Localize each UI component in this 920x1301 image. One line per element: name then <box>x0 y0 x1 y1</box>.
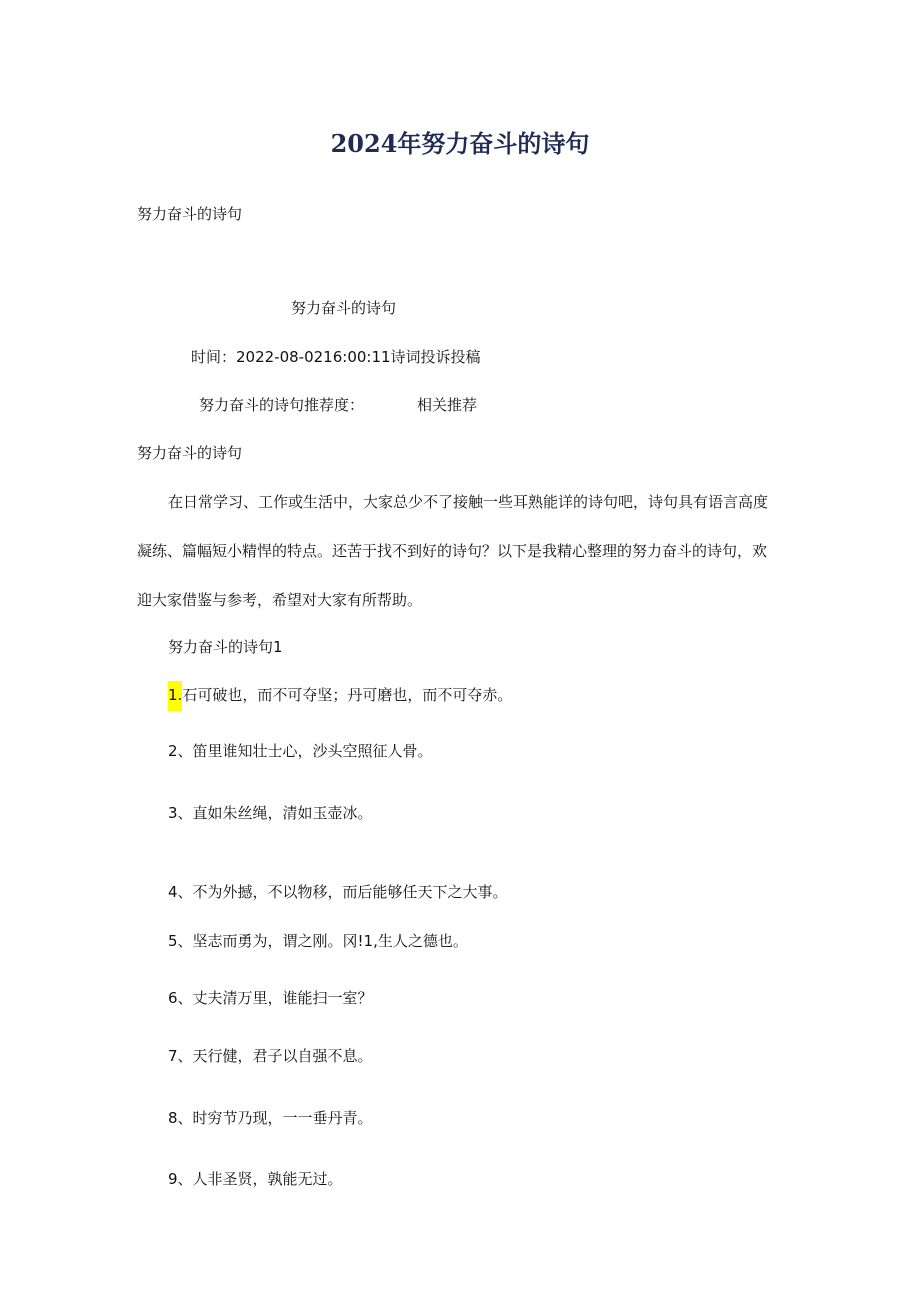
section-label: 努力奋斗的诗句 <box>137 444 243 462</box>
recommend-label: 努力奋斗的诗句推荐度： <box>199 396 365 414</box>
list-item: 3、直如朱丝绳，清如玉壶冰。 <box>168 804 373 822</box>
list-item: 9、人非圣贤，孰能无过。 <box>168 1170 343 1188</box>
intro-line-3: 迎大家借鉴与参考，希望对大家有所帮助。 <box>137 591 423 609</box>
intro-line-2: 凝练、篇幅短小精悍的特点。还苦于找不到好的诗句？以下是我精心整理的努力奋斗的诗句，欢 <box>137 542 768 560</box>
list-item: 8、时穷节乃现，一一垂丹青。 <box>168 1109 373 1127</box>
intro-line-1: 在日常学习、工作或生活中，大家总少不了接触一些耳熟能详的诗句吧，诗句具有语言高度 <box>168 493 769 511</box>
meta-line: 时间：2022-08-0216:00:11诗词投诉投稿 <box>191 348 481 366</box>
list-item: 6、丈夫清万里，谁能扫一室？ <box>168 989 373 1007</box>
highlight-marker: 1. <box>168 681 182 711</box>
list-item: 4、不为外撼，不以物移，而后能够任天下之大事。 <box>168 883 508 901</box>
list-item: 2、笛里谁知壮士心，沙头空照征人骨。 <box>168 742 433 760</box>
document-title: 2024年努力奋斗的诗句 <box>330 129 590 158</box>
list-item-1 <box>168 681 512 711</box>
part-heading: 努力奋斗的诗句1 <box>168 638 283 656</box>
center-heading: 努力奋斗的诗句 <box>291 299 397 317</box>
subtitle-left: 努力奋斗的诗句 <box>137 205 243 223</box>
list-item-1-text: 石可破也，而不可夺坚；丹可磨也，而不可夺赤。 <box>182 686 513 704</box>
list-item: 7、天行健，君子以自强不息。 <box>168 1047 373 1065</box>
related-link[interactable]: 相关推荐 <box>417 396 478 414</box>
list-item: 5、坚志而勇为，谓之刚。冈!1,生人之德也。 <box>168 932 468 950</box>
